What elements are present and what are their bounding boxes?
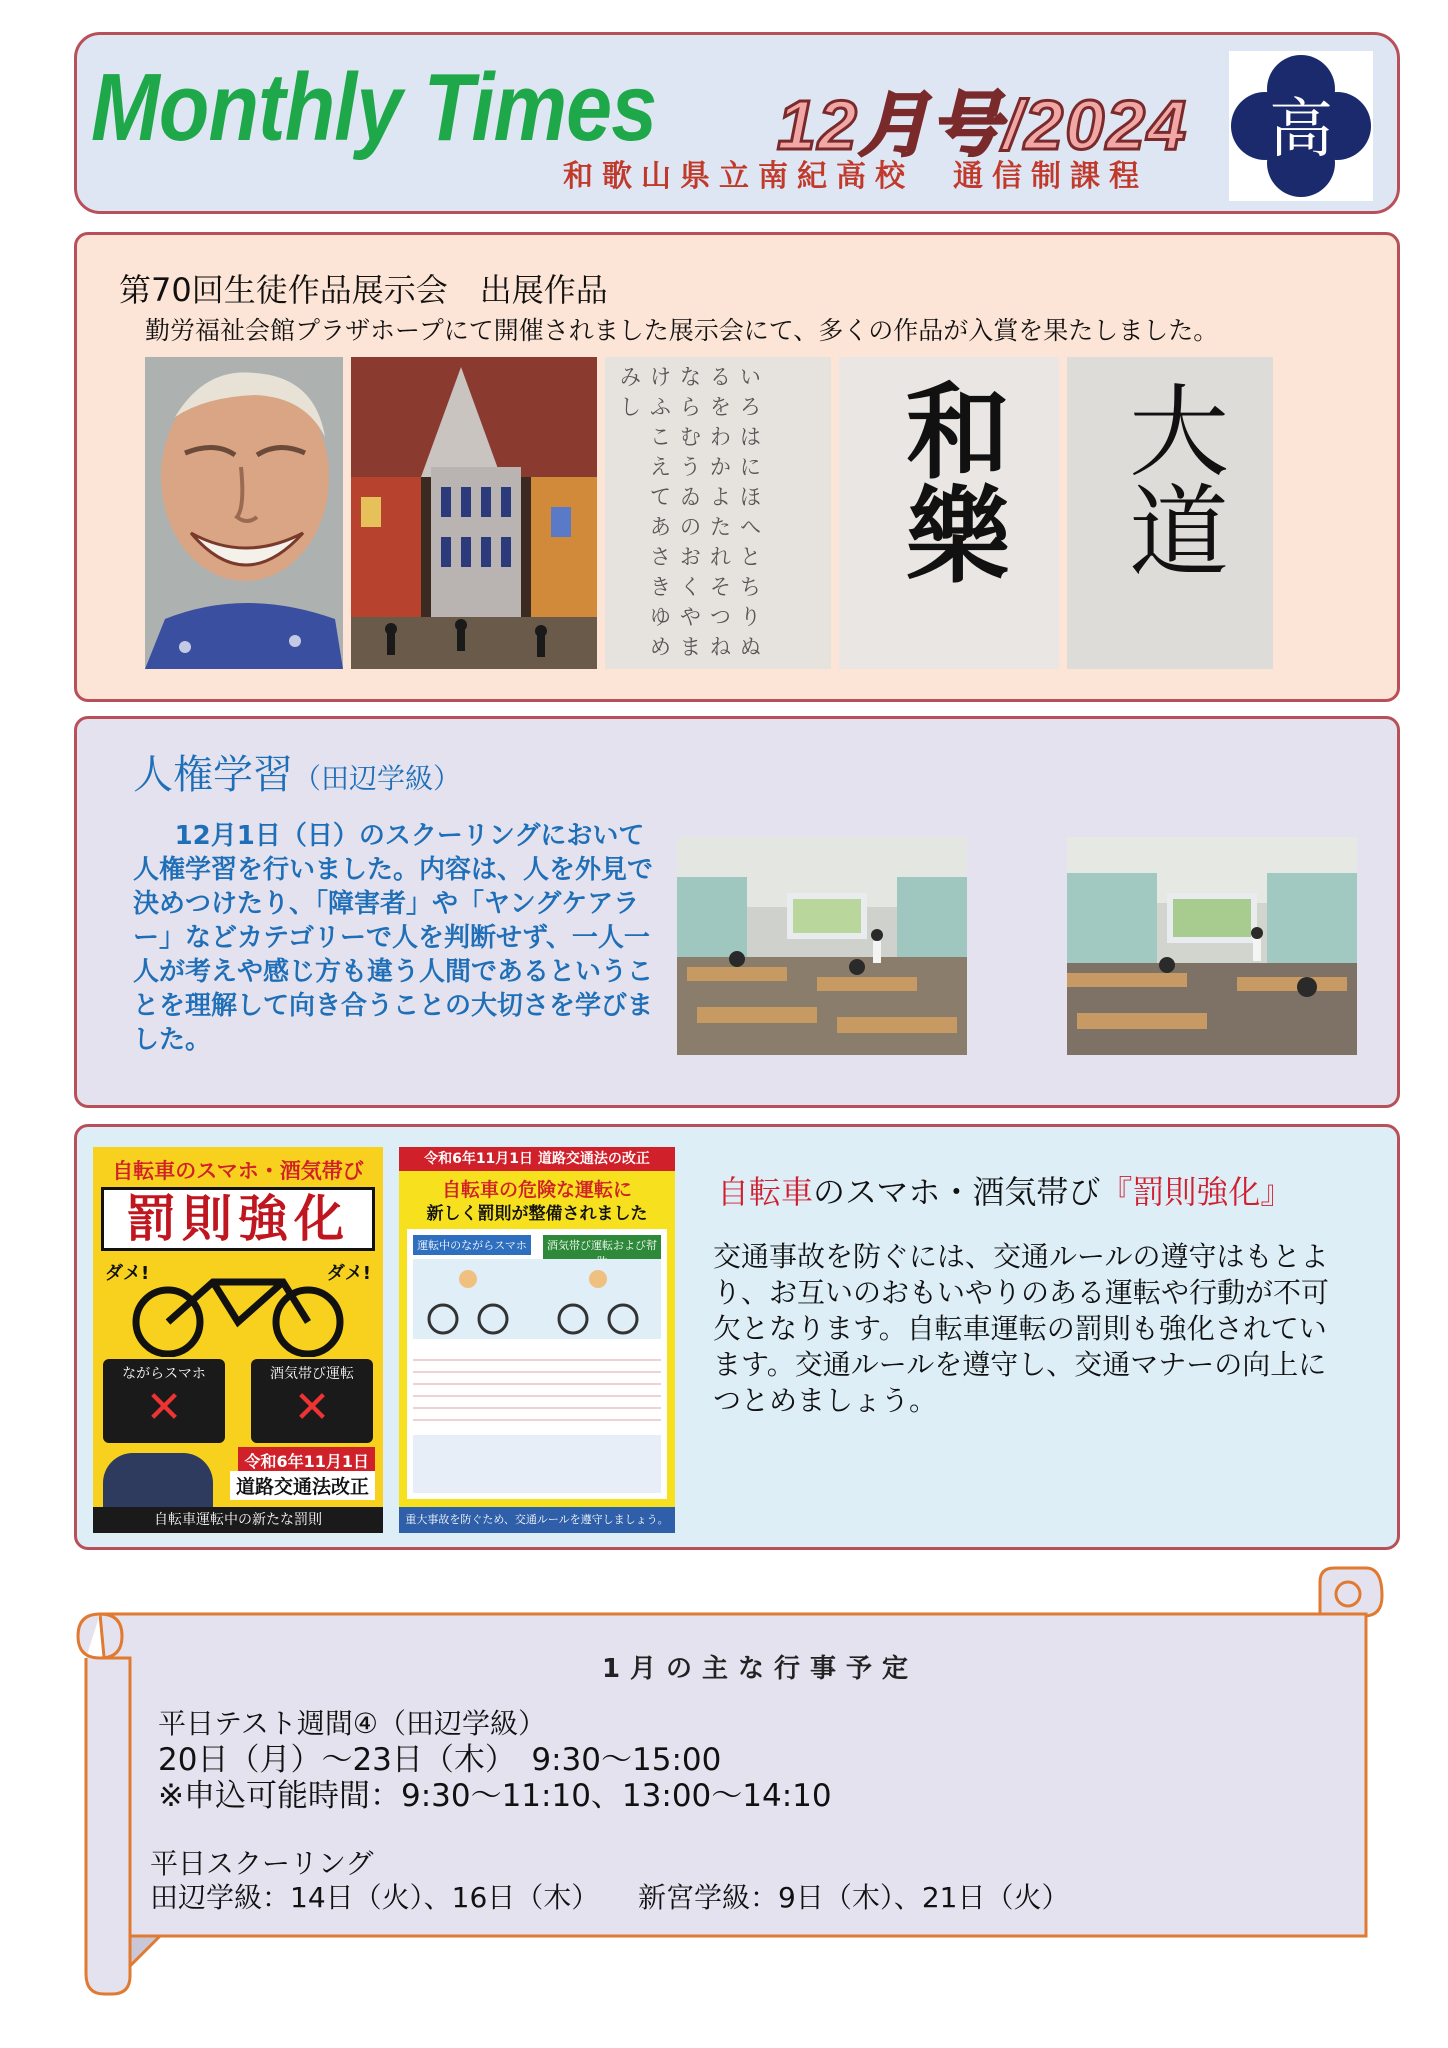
exhibition-title: 第70回生徒作品展示会 出展作品 <box>119 271 608 309</box>
bicycle-body: 交通事故を防ぐには、交通ルールの遵守はもとより、お互いのおもいやりのある運転や行動が不可欠となります。自転車運転の罰則も強化されています。交通ルールを遵守し、交通マナーの向上につとめましょう。 <box>713 1240 1330 1417</box>
poster1-big-text: 罰則強化 <box>101 1187 375 1251</box>
bicycle-icon <box>123 1267 353 1357</box>
emblem-character: 高 <box>1269 93 1333 167</box>
poster1-dame-left: ダメ! <box>105 1263 150 1284</box>
poster2-footer: 重大事故を防ぐため、交通ルールを遵守しましょう。 <box>399 1507 675 1533</box>
exhibition-description: 勤労福祉会館プラザホープにて開催されました展示会にて、多くの作品が入賞を果たしました。 <box>145 316 1219 345</box>
calligraphy-daido <box>1067 357 1273 669</box>
poster1-panel-left <box>103 1359 225 1443</box>
poster2-title2: 新しく罰則が整備されました <box>426 1204 648 1224</box>
weekday-schooling-title: 平日スクーリング <box>150 1847 374 1880</box>
poster2-tag-right: 酒気帯び運転および幇 <box>543 1235 661 1271</box>
issue-label: 12月号/2024 <box>777 86 1189 164</box>
bicycle-title-penalty: 『罰則強化』 <box>1100 1173 1293 1211</box>
poster1-header: 自転車のスマホ・酒気帯び <box>112 1159 364 1183</box>
poster1-label-left: ながらスマホ <box>122 1366 206 1382</box>
poster1-law: 道路交通法改正 <box>230 1471 375 1500</box>
calligraphy-waraku-text: 和樂 <box>888 377 1011 585</box>
cyclists-illustration <box>413 1259 661 1339</box>
traffic-law-poster <box>399 1147 675 1533</box>
school-name: 和歌山県立南紀高校 通信制課程 <box>563 159 1148 194</box>
poster2-title1: 自転車の危険な運転に <box>441 1179 632 1201</box>
human-rights-subtitle: （田辺学級） <box>293 762 462 795</box>
classroom-photo-2 <box>1067 837 1357 1055</box>
poster2-tag-left: 運転中のながらスマホ <box>413 1235 531 1255</box>
school-emblem-logo <box>1229 51 1373 201</box>
poster2-header: 令和6年11月1日 道路交通法の改正 <box>399 1147 675 1171</box>
calligraphy-waraku <box>839 357 1059 669</box>
poster1-date: 令和6年11月1日 <box>238 1447 375 1474</box>
classroom-photo-1 <box>677 837 967 1055</box>
human-rights-section <box>74 716 1400 1108</box>
bicycle-title <box>717 1167 1292 1213</box>
test-week-dates: 20日（月）～23日（木） 9:30～15:00 <box>158 1742 722 1778</box>
schedule-title: 1月の主な行事予定 <box>601 1654 919 1684</box>
human-rights-body: 12月1日（日）のスクーリングにおいて人権学習を行いました。内容は、人を外見で決めつけたり、「障害者」や「ヤングケアラー」などカテゴリーで人を判断せず、一人一人が考えや感じ方も違う人間であるということを理解して向き合うことの大切さを学びました。 <box>133 821 654 1055</box>
portrait-painting <box>145 357 343 669</box>
poster1-panel-right <box>251 1359 373 1443</box>
shingu-schedule: 新宮学級：9日（木）、21日（火） <box>638 1881 1070 1914</box>
human-rights-heading: 人権学習 <box>133 752 293 798</box>
cityscape-painting <box>351 357 597 669</box>
poster1-dame-right: ダメ! <box>326 1263 371 1284</box>
test-week-title: 平日テスト週間④（田辺学級） <box>158 1707 546 1740</box>
bicycle-penalty-section <box>74 1124 1400 1550</box>
poster2-penalty-table <box>413 1349 661 1429</box>
test-week-note: ※申込可能時間：9:30～11:10、13:00～14:10 <box>158 1778 832 1814</box>
phone-cross-icon: ✕ <box>145 1382 183 1433</box>
poster2-content-panel <box>407 1229 667 1499</box>
bicycle-title-red: 自転車 <box>717 1173 814 1211</box>
human-rights-title <box>133 743 461 800</box>
calligraphy-daido-text: 大道 <box>1112 379 1229 579</box>
poster1-label-right: 酒気帯び運転 <box>270 1366 354 1382</box>
beer-cross-icon: ✕ <box>293 1382 331 1433</box>
poster1-footer: 自転車運転中の新たな罰則 <box>93 1507 383 1533</box>
schedule-scroll <box>70 1566 1390 1996</box>
newsletter-title: Monthly Times <box>91 54 657 161</box>
police-officer-illustration <box>103 1453 213 1513</box>
bicycle-title-middle: のスマホ・酒気帯び <box>813 1173 1101 1211</box>
exhibition-section <box>74 232 1400 702</box>
hiragana-calligraphy <box>605 357 831 669</box>
masthead <box>74 32 1400 214</box>
tanabe-schedule: 田辺学級：14日（火）、16日（木） <box>150 1881 600 1914</box>
calligraphy-poem-text: いろはにほへとちりぬるをわかよたれそつねならむうゐのおくやまけふこえてあさきゆめみし <box>616 365 761 665</box>
bicycle-penalty-poster <box>93 1147 383 1533</box>
poster2-info-box <box>413 1435 661 1493</box>
